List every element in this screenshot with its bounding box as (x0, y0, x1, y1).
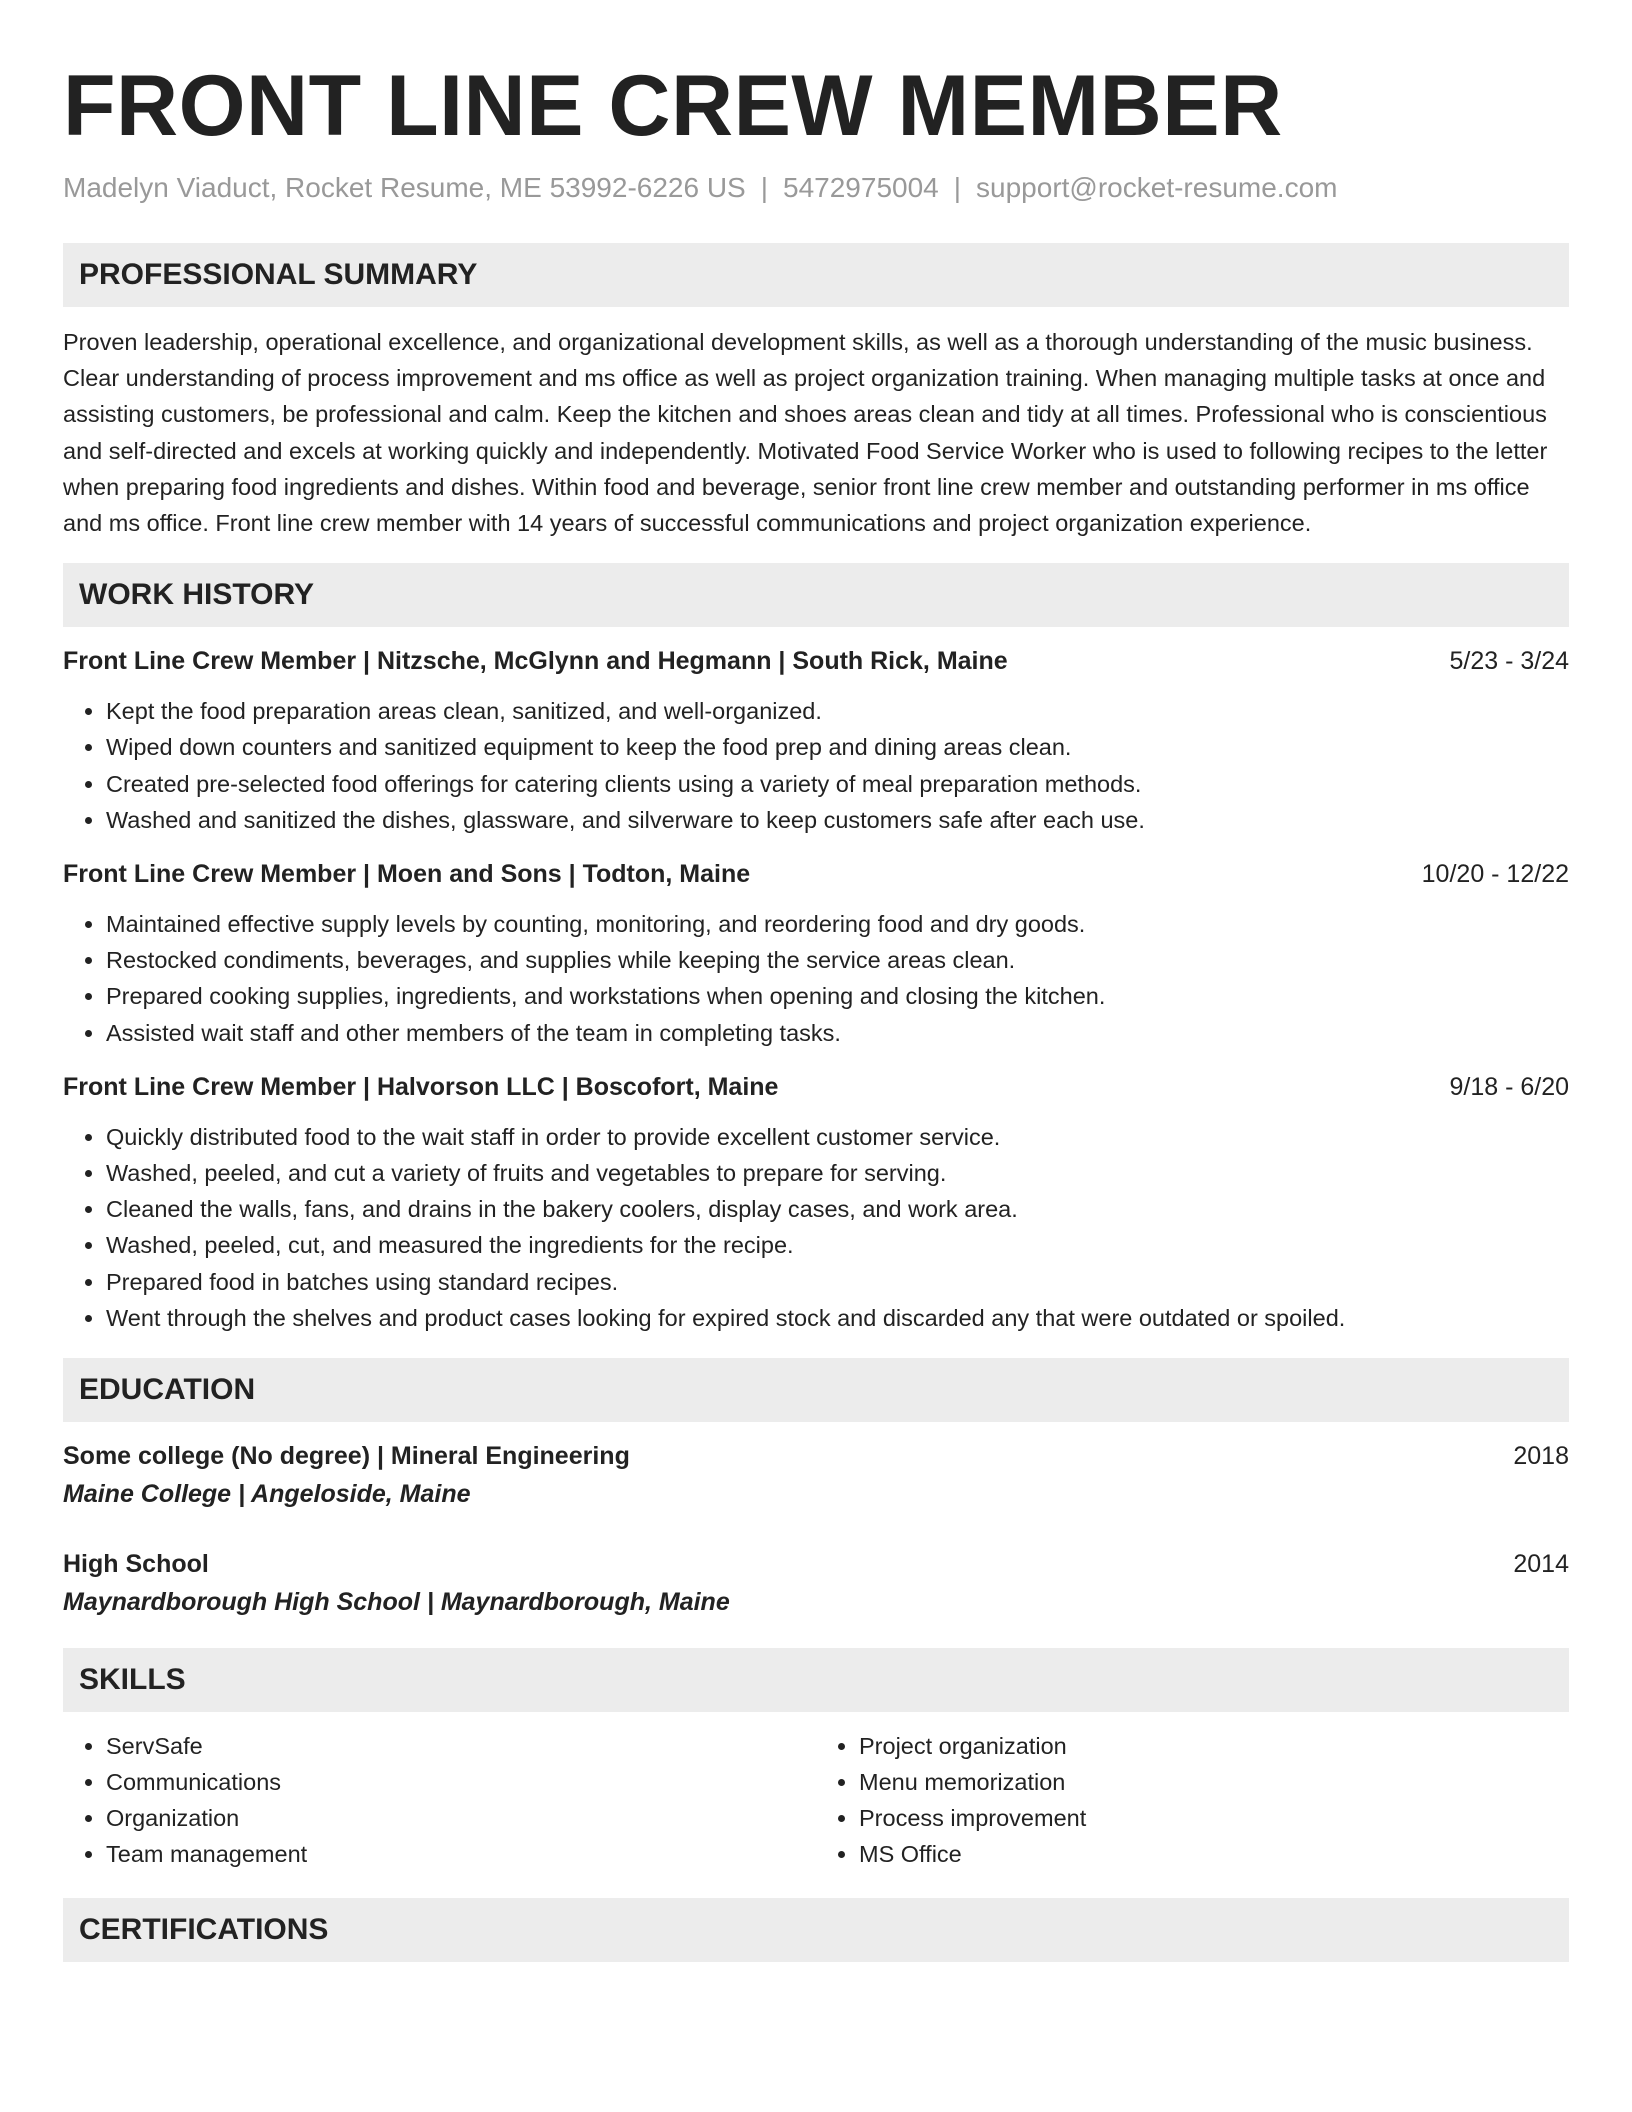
education-school: Maynardborough High School | Maynardborough, Maine (63, 1588, 730, 1617)
section-header-certifications: CERTIFICATIONS (63, 1898, 1569, 1962)
skill-item: • MS Office (859, 1836, 1569, 1872)
skill-item: • Organization (106, 1800, 816, 1836)
job-bullet: • Restocked condiments, beverages, and supplies while keeping the service areas clean. (106, 942, 1569, 978)
education-degree: High School (63, 1550, 209, 1579)
skills-grid (63, 1728, 1569, 1872)
education-year: 2014 (1513, 1550, 1569, 1579)
skill-item: • Menu memorization (859, 1764, 1569, 1800)
summary-text: Proven leadership, operational excellence, and organizational development skills, as well as a thorough understanding of the music business. Clear understanding of process improvement and ms office as well as project organization training. When managing multiple tasks at once and assisting customers, be professional and calm. Keep the kitchen and shoes areas clean and tidy at all times. Professional who is conscientious and self-directed and excels at working quickly and independently. Motivated Food Service Worker who is used to following recipes to the letter when preparing food ingredients and dishes. Within food and beverage, senior front line crew member and outstanding performer in ms office and ms office. Front line crew member with 14 years of successful communications and project organization experience. (63, 329, 1548, 537)
education-entry (63, 1438, 1569, 1512)
job-bullet: • Prepared cooking supplies, ingredients, and workstations when opening and closing the kitchen. (106, 978, 1569, 1014)
job-bullet: • Kept the food preparation areas clean, sanitized, and well-organized. (106, 693, 1569, 729)
job-dates: 9/18 - 6/20 (1449, 1072, 1569, 1101)
job-bullets (63, 693, 1569, 838)
section-header-summary: PROFESSIONAL SUMMARY (63, 243, 1569, 307)
contact-email[interactable]: support@rocket-resume.com (976, 172, 1338, 203)
job-bullet: • Assisted wait staff and other members of the team in completing tasks. (106, 1015, 1569, 1051)
job-bullet: • Wiped down counters and sanitized equipment to keep the food prep and dining areas clean. (106, 729, 1569, 765)
job-header (63, 643, 1569, 679)
contact-line (63, 170, 1569, 206)
job-bullet: • Created pre-selected food offerings for catering clients using a variety of meal preparation methods. (106, 766, 1569, 802)
section-header-skills: SKILLS (63, 1648, 1569, 1712)
education-school: Maine College | Angeloside, Maine (63, 1480, 471, 1509)
job-dates: 5/23 - 3/24 (1449, 647, 1569, 676)
skill-item: • Communications (106, 1764, 816, 1800)
section-header-education: EDUCATION (63, 1358, 1569, 1422)
job-title: Front Line Crew Member | Nitzsche, McGlynn and Hegmann | South Rick, Maine (63, 647, 1008, 676)
job-bullet: • Prepared food in batches using standard recipes. (106, 1264, 1569, 1300)
job-bullet: • Quickly distributed food to the wait staff in order to provide excellent customer service. (106, 1119, 1569, 1155)
education-header (63, 1438, 1569, 1474)
education-header (63, 1546, 1569, 1582)
job-bullet: • Washed, peeled, and cut a variety of fruits and vegetables to prepare for serving. (106, 1155, 1569, 1191)
job-bullet: • Washed and sanitized the dishes, glassware, and silverware to keep customers safe after each use. (106, 802, 1569, 838)
job-bullet: • Maintained effective supply levels by counting, monitoring, and reordering food and dry goods. (106, 906, 1569, 942)
skill-item: • Project organization (859, 1728, 1569, 1764)
job-entry (63, 856, 1569, 1051)
job-title: Front Line Crew Member | Halvorson LLC | Boscofort, Maine (63, 1072, 779, 1101)
resume-name: FRONT LINE CREW MEMBER (63, 58, 1283, 154)
job-bullet: • Went through the shelves and product cases looking for expired stock and discarded any that were outdated or spoiled. (106, 1300, 1569, 1336)
contact-phone: 5472975004 (783, 172, 939, 203)
skills-column-right (816, 1728, 1569, 1872)
contact-separator: | (760, 172, 769, 203)
section-header-work-history: WORK HISTORY (63, 563, 1569, 627)
education-degree: Some college (No degree) | Mineral Engineering (63, 1442, 630, 1471)
skill-item: • ServSafe (106, 1728, 816, 1764)
contact-separator: | (953, 172, 962, 203)
job-bullets (63, 1119, 1569, 1336)
job-entry (63, 1069, 1569, 1336)
skill-item: • Team management (106, 1836, 816, 1872)
job-bullets (63, 906, 1569, 1051)
job-header (63, 1069, 1569, 1105)
job-dates: 10/20 - 12/22 (1421, 860, 1569, 889)
job-header (63, 856, 1569, 892)
job-bullet: • Cleaned the walls, fans, and drains in the bakery coolers, display cases, and work area. (106, 1191, 1569, 1227)
job-bullet: • Washed, peeled, cut, and measured the ingredients for the recipe. (106, 1227, 1569, 1263)
job-title: Front Line Crew Member | Moen and Sons | Todton, Maine (63, 860, 751, 889)
skill-item: • Process improvement (859, 1800, 1569, 1836)
contact-address: Madelyn Viaduct, Rocket Resume, ME 53992-6226 US (63, 172, 746, 203)
education-year: 2018 (1513, 1442, 1569, 1471)
job-entry (63, 643, 1569, 838)
education-entry (63, 1546, 1569, 1620)
skills-column-left (63, 1728, 816, 1872)
